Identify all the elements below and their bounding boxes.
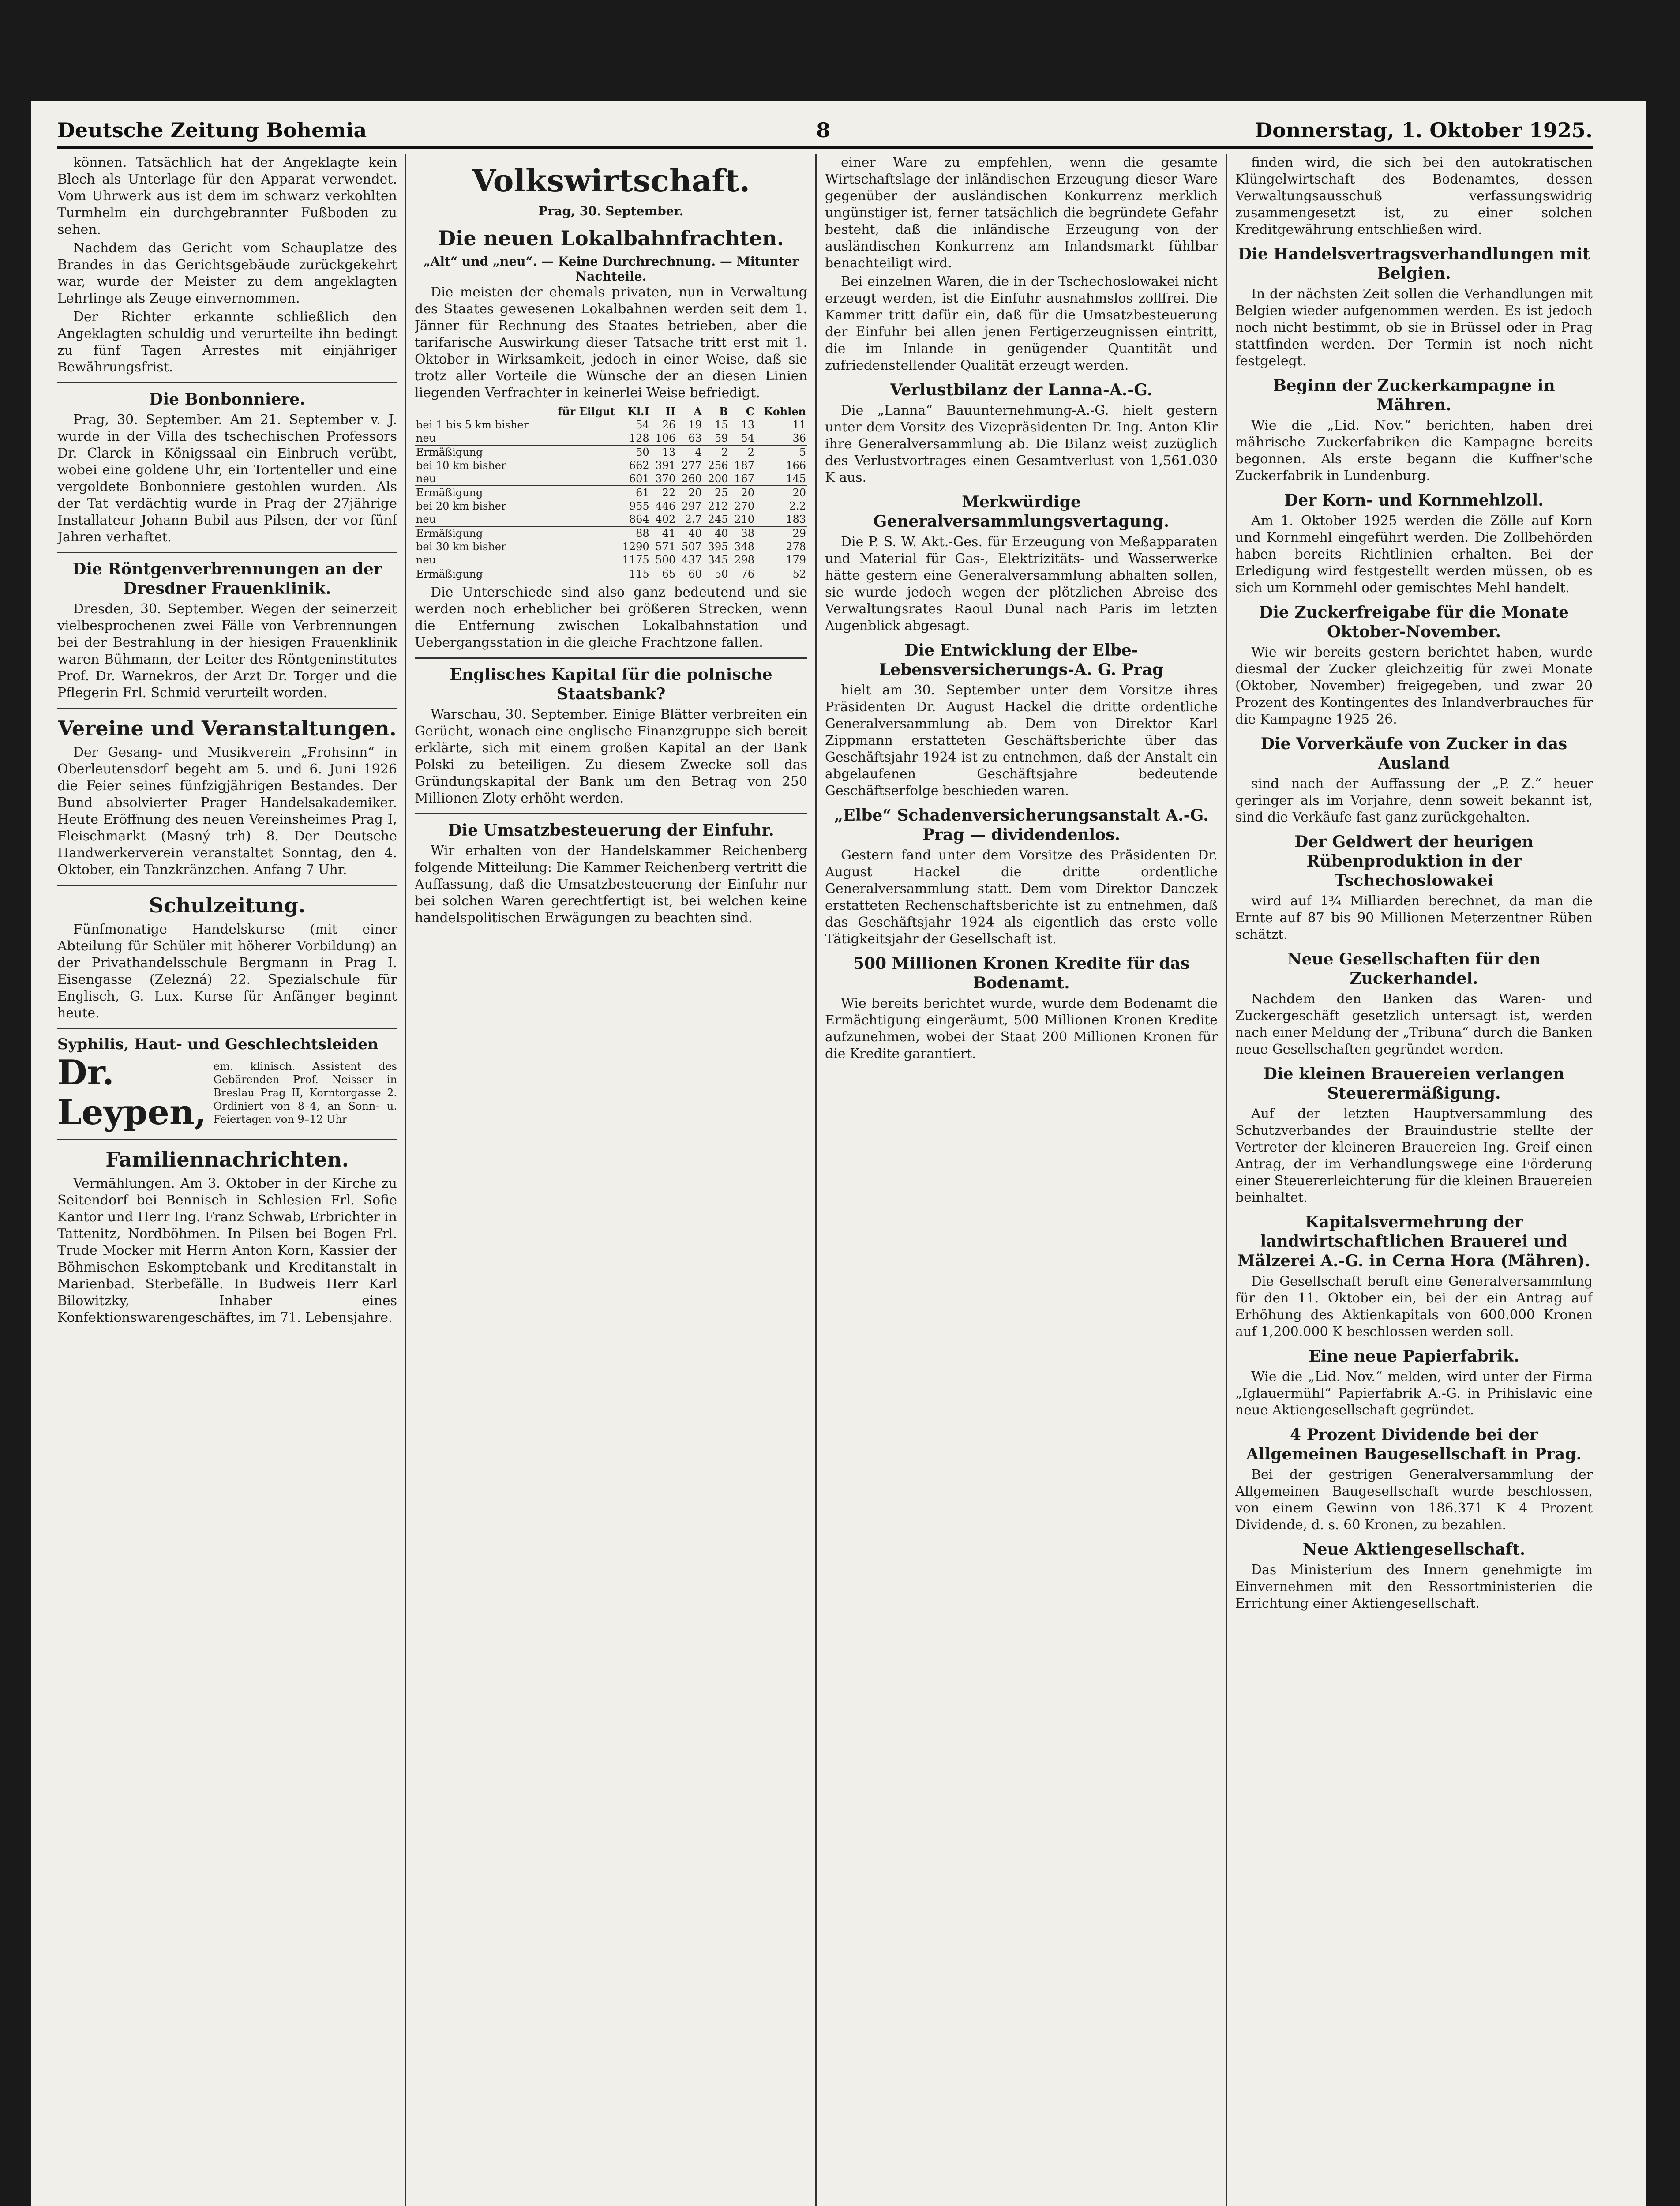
table-cell: 20: [756, 486, 807, 499]
table-cell: 88: [616, 526, 650, 540]
column-3: [825, 154, 1218, 2206]
page-number: 8: [816, 118, 831, 142]
article-text: Bei einzelnen Waren, die in der Tschechoslowakei nicht erzeugt werden, ist die Einfuhr ausnahmslos zollfrei. Die Kammer tritt dafür ein, daß für die Umsatzbesteuerung der Einfuhr bei allen jenen Fertigerzeugnissen eintritt, die im Inlande in genügender Quantität und zufriedenstellender Qualität erzeugt werden.: [825, 274, 1218, 373]
subheadline: „Alt“ und „neu“. — Keine Durchrechnung. — Mitunter Nachteile.: [423, 254, 799, 284]
table-cell: 2.2: [789, 500, 806, 512]
table-cell: 54: [741, 432, 755, 444]
separator: [57, 708, 397, 709]
advertisement: [57, 1035, 397, 1133]
headline: Die Zuckerfreigabe für die Monate Oktober-November.: [1259, 603, 1569, 641]
ad-details: em. klinisch. Assistent des Gebärenden Prof. Neisser in Breslau Prag II, Korntorgasse 2. Ordiniert von 8–4, an Sonn- u. Feiertagen von 9–12 Uhr: [213, 1060, 397, 1126]
headline: Der Korn- und Kornmehlzoll.: [1284, 491, 1544, 510]
table-cell: [547, 499, 616, 513]
column-divider: [405, 154, 406, 2206]
table-cell: 245: [708, 513, 728, 525]
table-cell: 128: [629, 432, 649, 444]
table-cell: 22: [651, 486, 677, 499]
table-cell: 41: [651, 526, 677, 540]
table-cell: neu: [416, 554, 436, 566]
table-cell: 40: [703, 526, 730, 540]
table-header-cell: [415, 405, 547, 418]
column-divider: [815, 154, 817, 2206]
table-cell: Ermäßigung: [415, 567, 547, 581]
table-cell: 50: [616, 445, 650, 459]
table-cell: [547, 472, 616, 486]
headline: 500 Millionen Kronen Kredite für das Bodenamt.: [853, 954, 1190, 992]
article-text: Nachdem das Gericht vom Schauplatze des Brandes in das Gerichtsgebäude zurückgekehrt war, wurde der Meister zu dem angeklagten Lehrlinge als Zeuge einvernommen.: [57, 240, 397, 306]
table-cell: [547, 526, 616, 540]
table-cell: 15: [714, 419, 728, 431]
headline: Verlustbilanz der Lanna-A.-G.: [890, 381, 1153, 399]
table-cell: 145: [786, 473, 806, 485]
table-header-cell: A: [694, 405, 702, 418]
table-cell: [547, 431, 616, 445]
headline: Neue Gesellschaften für den Zuckerhandel.: [1287, 950, 1541, 988]
column-1: [57, 154, 397, 2206]
table-row: [415, 431, 807, 445]
separator: [57, 552, 397, 553]
table-cell: Ermäßigung: [415, 486, 547, 499]
table-cell: 1175: [622, 554, 649, 566]
section-heading: Schulzeitung.: [149, 893, 306, 917]
article-text: Das Ministerium des Innern genehmigte im Einvernehmen mit den Ressortministerien die Errichtung einer Aktiengesellschaft.: [1235, 1562, 1593, 1611]
separator: [57, 1139, 397, 1140]
table-cell: [547, 540, 616, 553]
table-cell: 297: [682, 500, 702, 512]
table-cell: 1290: [622, 540, 649, 553]
headline: Die Bonbonniere.: [149, 390, 305, 409]
article-text: Der Richter erkannte schließlich den Angeklagten schuldig und verurteilte ihn bedingt zu fünf Tagen Arrestes mit einjähriger Bewährungsfrist.: [57, 309, 397, 375]
separator: [57, 382, 397, 383]
table-header-cell: Kohlen: [764, 405, 806, 418]
table-cell: 601: [629, 473, 649, 485]
article-text: Dresden, 30. September. Wegen der seinerzeit vielbesprochenen zwei Fälle von Verbrennungen bei der Bestrahlung in der hiesigen Frauenklinik waren Bühmann, der Leiter des Röntgeninstitutes Prof. Dr. Warnekros, der Arzt Dr. Torger und die Pflegerin Frl. Schmid verurteilt worden.: [57, 601, 397, 701]
table-header-cell: für Eilgut: [557, 405, 615, 418]
headline: Eine neue Papierfabrik.: [1309, 1347, 1519, 1366]
table-row: [415, 526, 807, 540]
table-cell: 40: [677, 526, 703, 540]
article-text: Vermählungen. Am 3. Oktober in der Kirche zu Seitendorf bei Bennisch in Schlesien Frl. Sofie Kantor und Herr Ing. Franz Schwab, Erbrichter in Tattenitz, Nordböhmen. In Pilsen bei Bogen Frl. Trude Mocker mit Herrn Anton Korn, Kassier der Böhmischen Eskomptebank und Kreditanstalt in Marienbad. Sterbefälle. In Budweis Herr Karl Bilowitzky, Inhaber eines Konfektionswarengeschäftes, im 71. Lebensjahre.: [57, 1176, 397, 1325]
headline: Die Röntgenverbrennungen an der Dresdner Frauenklinik.: [72, 560, 382, 598]
table-cell: 167: [734, 473, 755, 485]
table-cell: 166: [786, 459, 806, 472]
table-header-cell: II: [665, 405, 676, 418]
table-cell: [547, 513, 616, 526]
table-cell: 60: [677, 567, 703, 581]
table-cell: bei 20 km bisher: [416, 500, 506, 512]
table-cell: 63: [688, 432, 702, 444]
column-divider: [1226, 154, 1227, 2206]
table-cell: 187: [734, 459, 755, 472]
headline: Der Geldwert der heurigen Rübenproduktion in der Tschechoslowakei: [1294, 833, 1534, 890]
table-cell: 13: [651, 445, 677, 459]
headline: Kapitalsvermehrung der landwirtschaftlichen Brauerei und Mälzerei A.-G. in Cerna Hora (Mähren).: [1238, 1213, 1590, 1270]
article-text: Die „Lanna“ Bauunternehmung-A.-G. hielt gestern unter dem Vorsitz des Vizepräsidenten Dr. Ing. Anton Klir ihre Generalversammlung ab. Die Bilanz weist zuzüglich des Verlustvortrages einen Gesamtverlust von 1,561.030 K aus.: [825, 403, 1218, 485]
table-cell: 395: [708, 540, 728, 553]
table-cell: 20: [729, 486, 756, 499]
table-cell: [547, 418, 616, 431]
table-cell: 437: [682, 554, 702, 566]
article-text: Wir erhalten von der Handelskammer Reichenberg folgende Mitteilung: Die Kammer Reichenberg vertritt die Auffassung, daß die Umsatzbesteuerung der Einfuhr nur bei solchen Waren gerechtfertigt ist, bei welchen keine handelspolitischen Erwägungen zu beachten sind.: [415, 843, 807, 926]
section-heading: Familiennachrichten.: [105, 1148, 349, 1171]
issue-date: Donnerstag, 1. Oktober 1925.: [1255, 118, 1593, 142]
article-text: Die meisten der ehemals privaten, nun in Verwaltung des Staates gewesenen Lokalbahnen werden seit dem 1. Jänner für Rechnung des Staates betrieben, aber die tarifarische Auswirkung dieser Tatsache tritt erst mit 1. Oktober in Wirksamkeit, jedoch in einer Weise, daß sie trotz aller Vorteile die Wünsche der an diesen Linien liegenden Verfrachter in keinerlei Weise befriedigt.: [415, 285, 807, 401]
table-row: [415, 472, 807, 486]
article-text: Der Gesang- und Musikverein „Frohsinn“ in Oberleutensdorf begeht am 5. und 6. Juni 1926 die Feier seines fünfzigjährigen Bestandes. Der Bund absolvierter Prager Handelsakademiker. Heute Eröffnung des neuen Vereinsheimes Prag I, Fleischmarkt (Masný trh) 8. Der Deutsche Handwerkerverein veranstaltet Sonntag, den 4. Oktober, ein Tanzkränzchen. Anfang 7 Uhr.: [57, 745, 397, 878]
article-text: können. Tatsächlich hat der Angeklagte kein Blech als Unterlage für den Apparat verwendet. Vom Uhrwerk aus ist dem im schwarz verkohlten Turmhelm ein durchgebrannter Fußboden zu sehen.: [57, 155, 397, 237]
article-text: Wie die „Lid. Nov.“ melden, wird unter der Firma „Iglauermühl“ Papierfabrik A.-G. in Prihislavic eine neue Aktiengesellschaft gegründet.: [1235, 1369, 1593, 1418]
article-text: sind nach der Auffassung der „P. Z.“ heuer geringer als im Vorjahre, denn soweit bekannt ist, sind die Verkäufe fast ganz zurückgehalten.: [1235, 776, 1593, 825]
table-cell: 2: [729, 445, 756, 459]
table-cell: 391: [655, 459, 676, 472]
table-cell: 19: [688, 419, 702, 431]
table-cell: 270: [734, 500, 755, 512]
table-row: [415, 499, 807, 513]
table-cell: 298: [734, 554, 755, 566]
table-row: [415, 553, 807, 567]
table-cell: 76: [729, 567, 756, 581]
article-text: Die Unterschiede sind also ganz bedeutend und sie werden noch erheblicher bei größeren Strecken, wenn die Entfernung zwischen Lokalbahnstation und Uebergangsstation in die gleiche Frachtzone fallen.: [415, 585, 807, 650]
table-cell: Ermäßigung: [415, 526, 547, 540]
table-cell: 52: [756, 567, 807, 581]
table-cell: 29: [756, 526, 807, 540]
masthead-rule: [57, 146, 1593, 149]
table-cell: 348: [734, 540, 755, 553]
article-text: Bei der gestrigen Generalversammlung der Allgemeinen Baugesellschaft wurde beschlossen, von einem Gewinn von 186.371 K 4 Prozent Dividende, d. s. 60 Kronen, zu bezahlen.: [1235, 1467, 1593, 1533]
article-text: Prag, 30. September. Am 21. September v. J. wurde in der Villa des tschechischen Professors Dr. Clarck in Königssaal ein Einbruch verübt, wobei eine goldene Uhr, ein Tortenteller und eine vergoldete Bonbonniere gestohlen wurden. Als der Tat verdächtig wurde in Prag der 27jährige Installateur Johann Bubil aus Pilsen, der vor fünf Jahren verhaftet.: [57, 412, 397, 545]
table-cell: 256: [708, 459, 728, 472]
separator: [415, 813, 807, 814]
table-row: [415, 513, 807, 526]
headline: Die neuen Lokalbahnfrachten.: [438, 226, 784, 250]
table-row: [415, 486, 807, 499]
article-text: hielt am 30. September unter dem Vorsitze ihres Präsidenten Dr. August Hackel die dritte ordentliche Generalversammlung ab. Dem von Direktor Karl Zippmann erstatteten Geschäftsberichte über das Geschäftsjahr 1924 ist zu entnehmen, daß der Anstalt ein abgelaufenen Geschäftsjahre bedeutende Geschäftserfolge beschieden waren.: [825, 683, 1218, 799]
table-cell: [547, 553, 616, 567]
table-cell: 955: [629, 500, 649, 512]
article-text: finden wird, die sich bei den autokratischen Klüngelwirtschaft des Bodenamtes, dessen Verwaltungsausschuß verfassungswidrig zusammengesetzt ist, zu einer solchen Kreditgewährung entschließen wird.: [1235, 155, 1593, 237]
table-cell: 50: [703, 567, 730, 581]
table-cell: 115: [616, 567, 650, 581]
article-text: Die Gesellschaft beruft eine Generalversammlung für den 11. Oktober ein, bei der ein Antrag auf Erhöhung des Aktienkapitals von 600.000 Kronen auf 1,200.000 K beschlossen werden soll.: [1235, 1274, 1593, 1339]
headline: Die Vorverkäufe von Zucker in das Ausland: [1260, 735, 1568, 773]
table-row: [415, 418, 807, 431]
article-text: In der nächsten Zeit sollen die Verhandlungen mit Belgien wieder aufgenommen werden. Es ist jedoch noch nicht bestimmt, ob sie in Brüssel oder in Prag stattfinden werden. Der Termin ist noch nicht festgelegt.: [1235, 286, 1593, 369]
table-cell: 4: [677, 445, 703, 459]
separator: [415, 657, 807, 659]
table-cell: 277: [682, 459, 702, 472]
table-cell: 26: [662, 419, 676, 431]
separator: [57, 1028, 397, 1029]
table-header-cell: B: [719, 405, 728, 418]
article-text: Wie wir bereits gestern berichtet haben, wurde diesmal der Zucker gleichzeitig für zwei Monate (Oktober, November) freigegeben, und zwar 20 Prozent des Kontingentes des Inlandverbrauches für die Kampagne 1925–26.: [1235, 645, 1593, 727]
separator: [57, 885, 397, 886]
table-cell: bei 1 bis 5 km bisher: [416, 419, 529, 431]
ad-name: Dr. Leypen,: [57, 1053, 206, 1133]
table-cell: 662: [629, 459, 649, 472]
table-cell: neu: [416, 432, 436, 444]
table-cell: 179: [786, 554, 806, 566]
table-cell: 278: [786, 540, 806, 553]
table-cell: 36: [792, 432, 806, 444]
headline: Die Umsatzbesteuerung der Einfuhr.: [448, 821, 774, 840]
table-cell: [547, 486, 616, 499]
headline: 4 Prozent Dividende bei der Allgemeinen Baugesellschaft in Prag.: [1246, 1426, 1582, 1463]
article-text: Nachdem den Banken das Waren- und Zuckergeschäft gesetzlich untersagt ist, werden nach einer Meldung der „Tribuna“ durch die Banken neue Gesellschaften gegründet werden.: [1235, 991, 1593, 1057]
article-text: einer Ware zu empfehlen, wenn die gesamte Wirtschaftslage der inländischen Erzeugung dieser Ware gegenüber der ausländischen Konkurrenz merklich ungünstiger ist, ferner tatsächlich die begründete Gefahr besteht, daß die inländische Erzeugung von der ausländischen Konkurrenz am Inlandsmarkt fühlbar benachteiligt wird.: [825, 155, 1218, 271]
table-cell: 446: [655, 500, 676, 512]
table-header-cell: C: [746, 405, 755, 418]
ad-title: Syphilis, Haut- und Geschlechtsleiden: [57, 1035, 379, 1053]
table-cell: 210: [734, 513, 755, 525]
table-row: [415, 445, 807, 459]
column-4: [1235, 154, 1593, 2206]
article-text: Auf der letzten Hauptversammlung des Schutzverbandes der Brauindustrie stellte der Vertreter der kleineren Brauereien Ing. Greif einen Antrag, der im Verhandlungswege eine Förderung einer Steuererleichterung für die kleinen Brauereien beinhaltet.: [1235, 1106, 1593, 1205]
table-cell: 402: [655, 513, 676, 525]
table-cell: bei 30 km bisher: [416, 540, 506, 553]
article-text: Wie die „Lid. Nov.“ berichten, haben drei mährische Zuckerfabriken die Kampagne bereits begonnen. Als erste begann die Kuffner'sche Zuckerfabrik in Lundenburg.: [1235, 418, 1593, 484]
table-cell: 106: [655, 432, 676, 444]
table-cell: [547, 445, 616, 459]
table-header-cell: Kl.I: [627, 405, 649, 418]
table-cell: 11: [792, 419, 806, 431]
table-cell: 183: [786, 513, 806, 525]
table-cell: 571: [655, 540, 676, 553]
table-cell: 59: [714, 432, 728, 444]
headline: Beginn der Zuckerkampagne in Mähren.: [1273, 376, 1555, 414]
headline: Die Handelsvertragsverhandlungen mit Belgien.: [1238, 245, 1590, 283]
article-text: Am 1. Oktober 1925 werden die Zölle auf Korn und Kornmehl eingeführt werden. Die Zollbehörden haben bereits Richtlinien erhalten. Bei der Erledigung wird festgestellt werden müssen, ob es sich um Kornmehl oder gemischtes Mehl handelt.: [1235, 513, 1593, 596]
table-cell: 864: [629, 513, 649, 525]
table-cell: [547, 459, 616, 472]
headline: „Elbe“ Schadenversicherungsanstalt A.-G. Prag — dividendenlos.: [834, 806, 1209, 844]
table-cell: 54: [636, 419, 649, 431]
table-cell: neu: [416, 513, 436, 525]
table-cell: 5: [756, 445, 807, 459]
table-cell: neu: [416, 473, 436, 485]
headline: Die kleinen Brauereien verlangen Steuerermäßigung.: [1263, 1065, 1565, 1103]
table-cell: [547, 567, 616, 581]
table-cell: 65: [651, 567, 677, 581]
table-cell: 345: [708, 554, 728, 566]
masthead: [57, 118, 1593, 145]
dateline: Prag, 30. September.: [538, 204, 684, 218]
article-text: Fünfmonatige Handelskurse (mit einer Abteilung für Schüler mit höherer Vorbildung) an der Privathandelsschule Bergmann in Prag I. Eisengasse (Zelezná) 22. Spezialschule für Englisch, G. Lux. Kurse für Anfänger beginnt heute.: [57, 922, 397, 1021]
table-cell: 38: [729, 526, 756, 540]
table-cell: 200: [708, 473, 728, 485]
article-text: Gestern fand unter dem Vorsitze des Präsidenten Dr. August Hackel die dritte ordentliche Generalversammlung statt. Dem vom Direktor Danczek erstatteten Rechenschaftsberichte ist zu entnehmen, daß das Geschäftsjahr 1924 als eigentlich das erste volle Tätigkeitsjahr der Gesellschaft ist.: [825, 848, 1218, 947]
headline: Merkwürdige Generalversammlungsvertagung.: [873, 493, 1170, 531]
article-text: Wie bereits berichtet wurde, wurde dem Bodenamt die Ermächtigung eingeräumt, 500 Millionen Kronen Kredite aufzunehmen, wobei der Staat 200 Millionen Kronen für die Kredite garantiert.: [825, 996, 1218, 1062]
table-cell: 2: [703, 445, 730, 459]
headline: Englisches Kapital für die polnische Staatsbank?: [450, 665, 772, 703]
paper-name: Deutsche Zeitung Bohemia: [57, 118, 367, 142]
table-cell: 260: [682, 473, 702, 485]
table-row: [415, 459, 807, 472]
section-heading: Vereine und Veranstaltungen.: [58, 717, 397, 740]
headline: Die Entwicklung der Elbe-Lebensversicherungs-A. G. Prag: [879, 641, 1164, 679]
table-cell: 61: [616, 486, 650, 499]
table-row: [415, 567, 807, 581]
article-text: Warschau, 30. September. Einige Blätter verbreiten ein Gerücht, wonach eine englische Finanzgruppe sich bereit erklärte, sich mit einem großen Kapital an der Bank Polski zu beteiligen. Zu diesem Zwecke soll das Gründungskapital der Bank um den Betrag von 250 Millionen Zloty erhöht werden.: [415, 707, 807, 806]
table-cell: 13: [741, 419, 755, 431]
table-cell: 500: [655, 554, 676, 566]
table-cell: 370: [655, 473, 676, 485]
headline: Neue Aktiengesellschaft.: [1302, 1540, 1526, 1559]
table-cell: 2.7: [685, 513, 702, 525]
article-text: wird auf 1¾ Milliarden berechnet, da man die Ernte auf 87 bis 90 Millionen Meterzentner Rüben schätzt.: [1235, 893, 1593, 942]
freight-rate-table: [415, 405, 807, 581]
table-cell: bei 10 km bisher: [416, 459, 506, 472]
table-cell: 212: [708, 500, 728, 512]
table-cell: 20: [677, 486, 703, 499]
section-heading: Volkswirtschaft.: [472, 162, 750, 199]
table-cell: 507: [682, 540, 702, 553]
table-cell: 25: [703, 486, 730, 499]
table-row: [415, 540, 807, 553]
column-2: [415, 154, 807, 2206]
table-cell: Ermäßigung: [415, 445, 547, 459]
article-text: Die P. S. W. Akt.-Ges. für Erzeugung von Meßapparaten und Material für Gas-, Elektrizitäts- und Wasserwerke hätte gestern eine Generalversammlung abhalten sollen, sie wurde jedoch wegen der plötzlichen Abreise des Verwaltungsrates Raoul Dunal nach Paris im letzten Augenblick abgesagt.: [825, 534, 1218, 634]
